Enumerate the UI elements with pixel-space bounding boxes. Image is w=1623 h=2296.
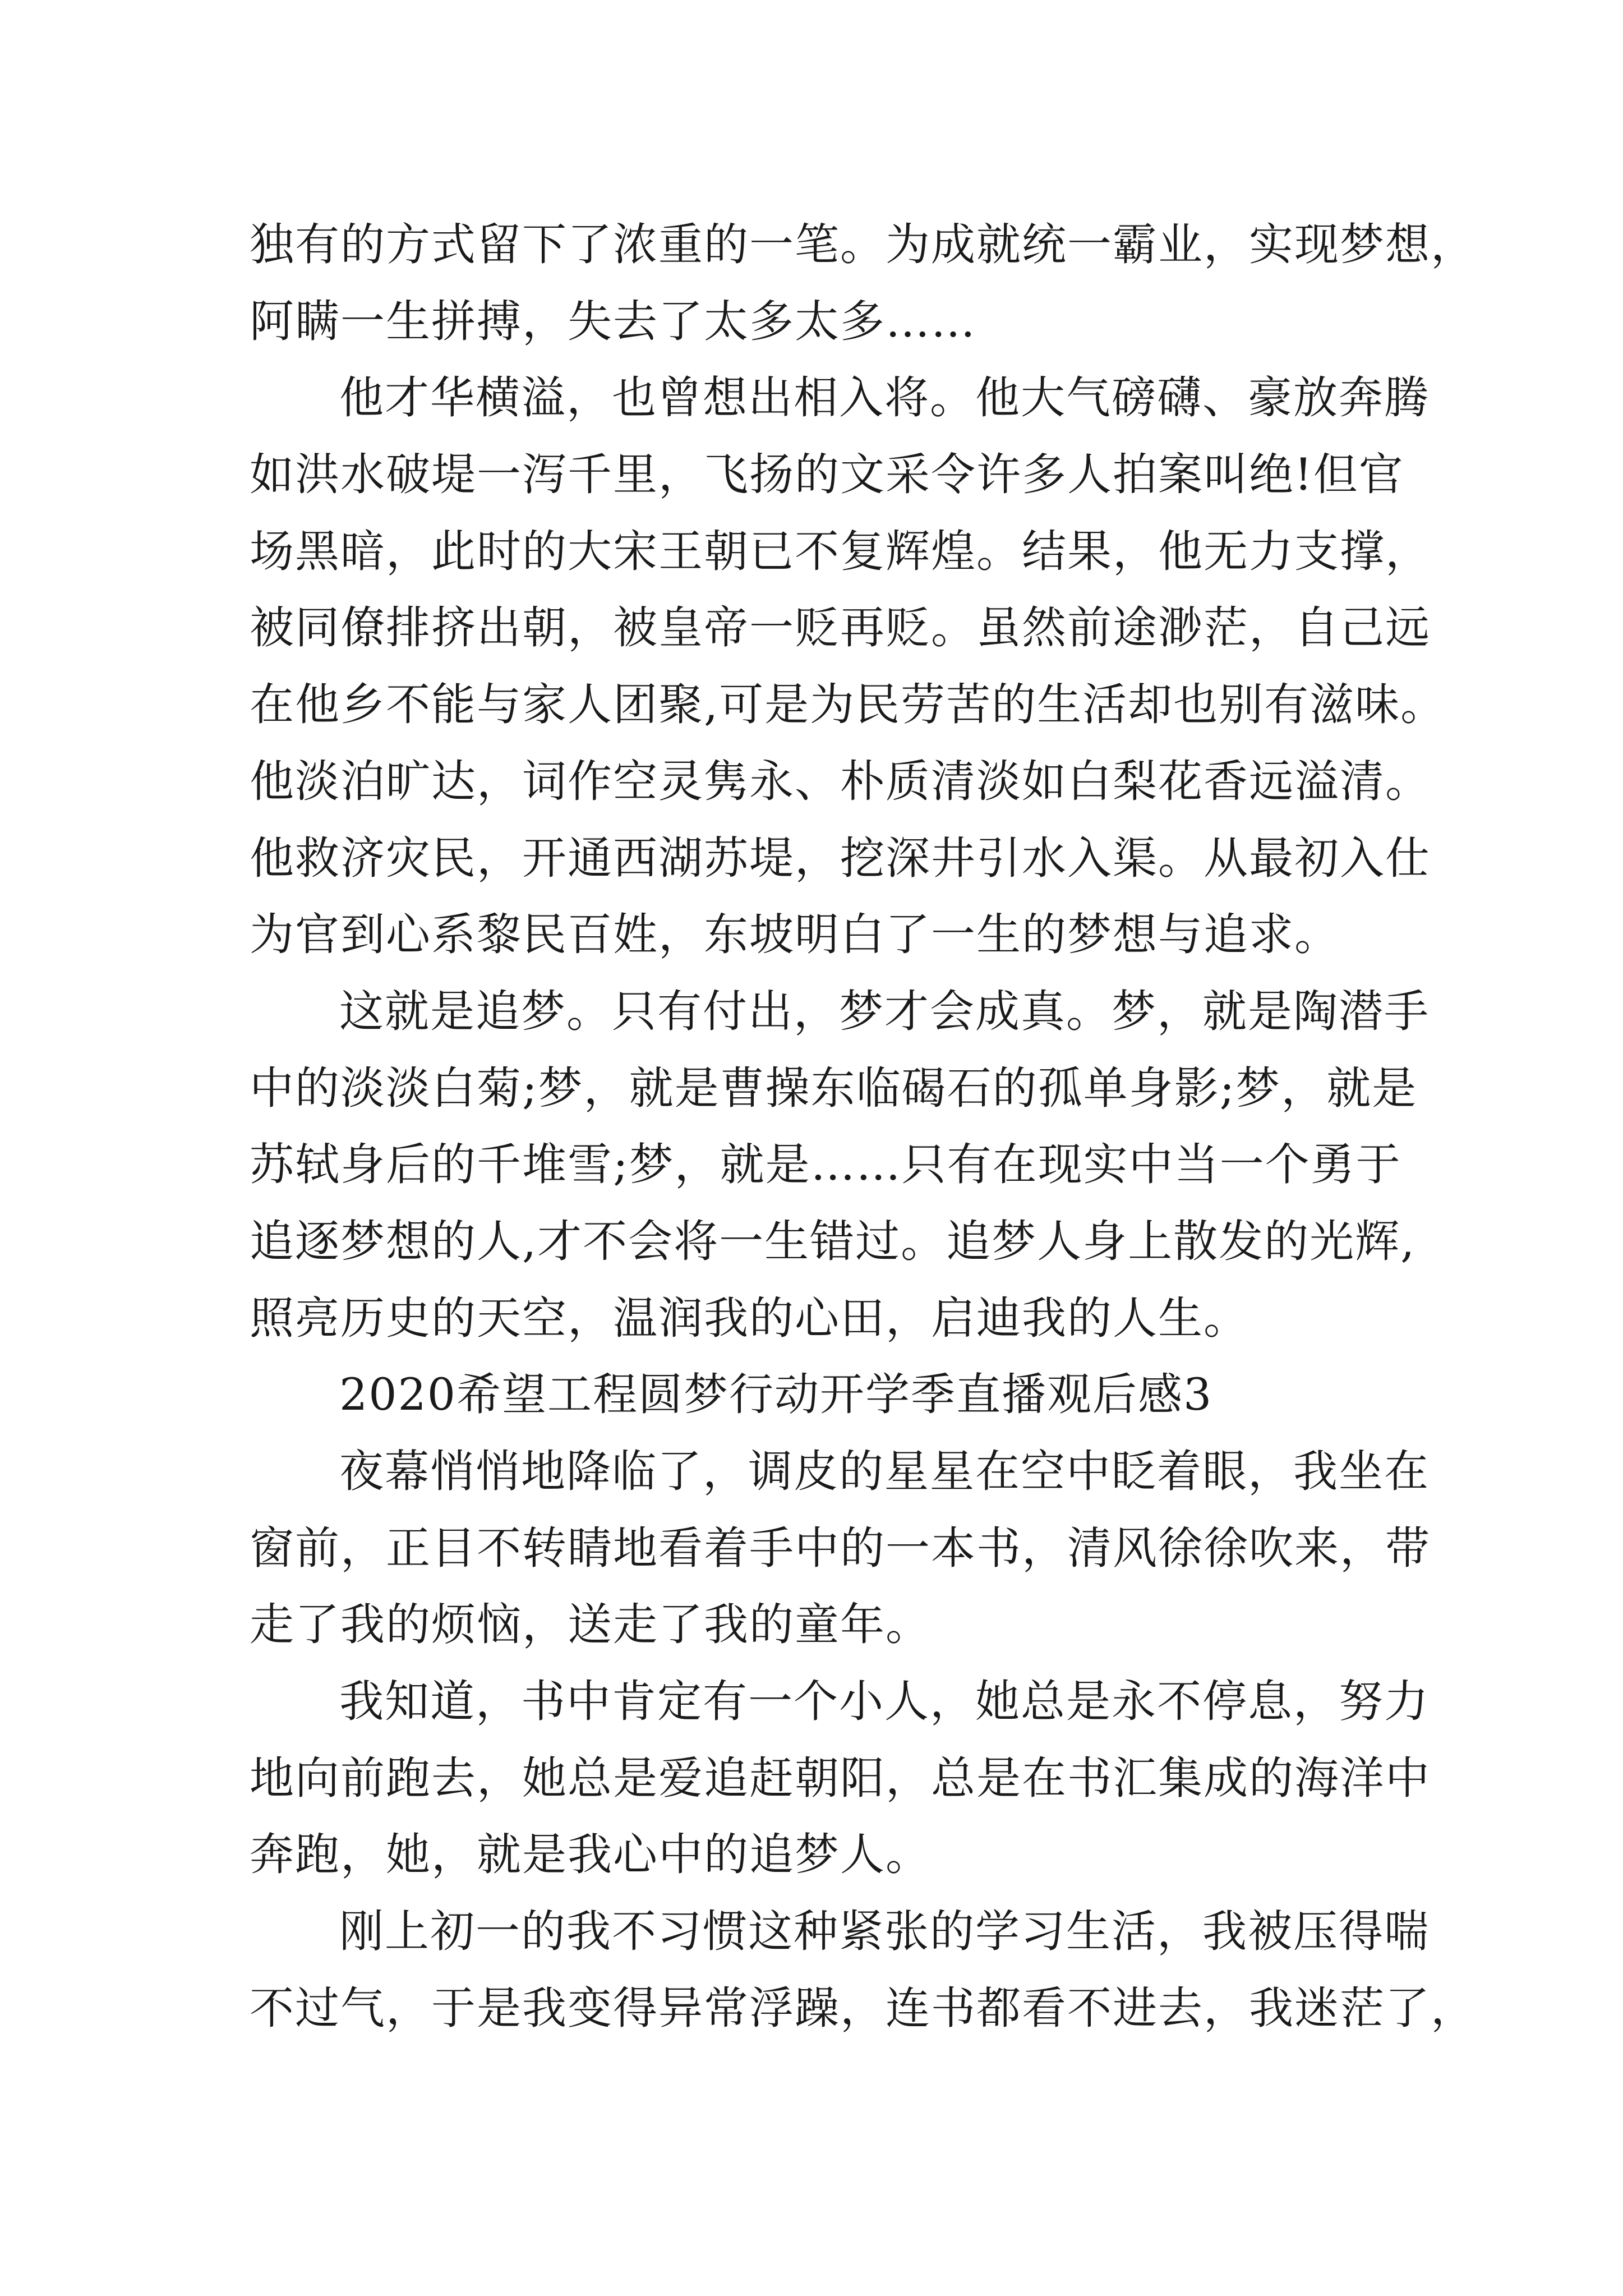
text-line: 他淡泊旷达，词作空灵隽永、朴质清淡如白梨花香远溢清。 — [250, 755, 1431, 807]
text-line: 地向前跑去，她总是爱追赶朝阳，总是在书汇集成的海洋中 — [250, 1752, 1431, 1804]
text-line: 被同僚排挤出朝，被皇帝一贬再贬。虽然前途渺茫，自己远 — [250, 602, 1431, 654]
text-line: 这就是追梦。只有付出，梦才会成真。梦，就是陶潜手 — [339, 985, 1430, 1037]
text-line: 窗前，正目不转睛地看着手中的一本书，清风徐徐吹来，带 — [250, 1522, 1431, 1574]
text-line: 夜幕悄悄地降临了，调皮的星星在空中眨着眼，我坐在 — [339, 1446, 1430, 1497]
text-line: 我知道，书中肯定有一个小人，她总是永不停息，努力 — [339, 1676, 1430, 1728]
text-line: 在他乡不能与家人团聚,可是为民劳苦的生活却也别有滋味。 — [250, 679, 1446, 731]
text-line: 苏轼身后的千堆雪;梦，就是……只有在现实中当一个勇于 — [250, 1139, 1401, 1191]
text-line: 照亮历史的天空，温润我的心田，启迪我的人生。 — [250, 1292, 1249, 1344]
text-line: 独有的方式留下了浓重的一笔。为成就统一霸业，实现梦想， — [250, 219, 1476, 270]
text-line: 追逐梦想的人,才不会将一生错过。追梦人身上散发的光辉, — [250, 1215, 1416, 1267]
text-line: 为官到心系黎民百姓，东坡明白了一生的梦想与追求。 — [250, 909, 1340, 961]
text-line: 如洪水破堤一泻千里，飞扬的文采令许多人拍案叫绝!但官 — [250, 449, 1404, 501]
section-heading: 2020希望工程圆梦行动开学季直播观后感3 — [339, 1369, 1213, 1421]
document-body — [250, 206, 1476, 2047]
text-line: 他才华横溢，也曾想出相入将。他大气磅礴、豪放奔腾 — [339, 372, 1430, 424]
text-line: 他救济灾民，开通西湖苏堤，挖深井引水入渠。从最初入仕 — [250, 832, 1431, 884]
text-line: 奔跑，她，就是我心中的追梦人。 — [250, 1829, 931, 1881]
text-line: 不过气，于是我变得异常浮躁，连书都看不进去，我迷茫了， — [250, 1982, 1476, 2034]
text-line: 走了我的烦恼，送走了我的童年。 — [250, 1599, 931, 1651]
text-line: 刚上初一的我不习惯这种紧张的学习生活，我被压得喘 — [339, 1906, 1430, 1958]
text-line: 中的淡淡白菊;梦，就是曹操东临碣石的孤单身影;梦，就是 — [250, 1062, 1418, 1114]
text-line: 场黑暗，此时的大宋王朝已不复辉煌。结果，他无力支撑， — [250, 525, 1431, 577]
text-line: 阿瞒一生拼搏，失去了太多太多…… — [250, 295, 976, 347]
